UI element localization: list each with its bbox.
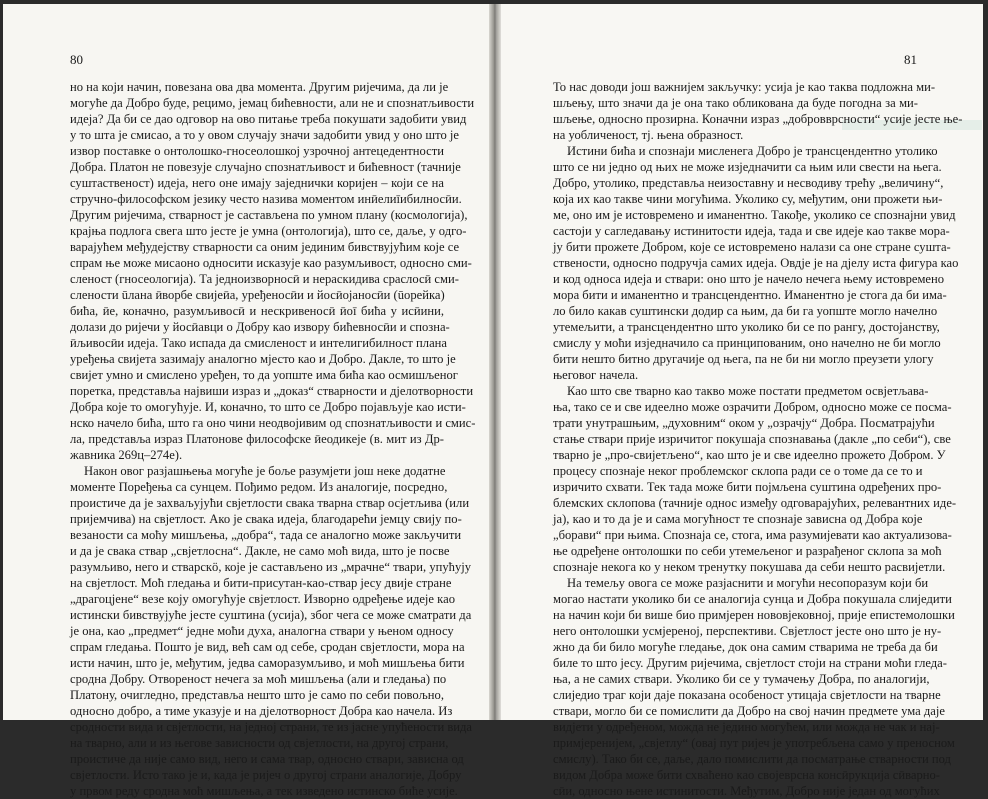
text-line: сродна Добру. Отвореност нечега за моћ мишљења (али и гледања) по [70, 672, 447, 686]
text-line: слености ūлана ӣворбе свијеӣа, уређеносӣи и йосӣојаносӣи (ūорейка) [70, 288, 445, 302]
text-line: Платону, очигледно, представља нешто што је само по себи повољно, [70, 688, 444, 702]
text-line: шљење, односно прозирна. Коначни израз „добровврсности“ усије јесте ње- [553, 112, 963, 126]
text-line: ӣљивосӣи идеја. Тако испада да смисленост и интелигибилност плана [70, 336, 448, 350]
text-line: смислу). Тако би се, даље, дало помислити да посматрање стварности под [553, 752, 951, 766]
text-line: и да је свака ствар „свјетлосна“. Дакле, не само моћ вида, што је посве [70, 544, 450, 558]
text-line: свијет умно и смислено уређен, то да уопште има бића као осмишљеног [70, 368, 458, 382]
text-line: стручно-философском језику често назива моментом инӣелиīибилносӣи. [70, 192, 462, 206]
text-line: на начин који би више био примјерен нововјековној, прије епистемолошки [553, 608, 955, 622]
text-line: поретка, представља највиши израз и „доказ“ стварности и дјелотворности [70, 384, 474, 398]
text-line: проистиче да је захваљујући свјетлости свака тварна ствар осјетљива (или [70, 496, 470, 510]
text-line: „драгоцјене“ везе коју омогућује свјетлост. Изворно одређење идеје као [70, 592, 455, 606]
text-line: свјетлости. Исто тако је и, када је ријеч о другој страни аналогије, Добру [70, 768, 462, 782]
text-line: Другим ријечима, стварност је састављена по умном плану (космологија), [70, 208, 468, 222]
left-page-number: 80 [70, 52, 83, 67]
text-line: „борави“ при њима. Спознаја се, стога, има разумијевати као актуализова- [553, 528, 952, 542]
text-line: бића, ӣе, коначно, разумљивосӣ и нескривеносӣ ӣоī бића у исӣини, [70, 304, 444, 318]
text-line: ствари, могло би се помислити да Добро на свој начин предмете ума даје [553, 704, 945, 718]
text-line: нско начело бића, што га оно чини неодвојивим од спознатљивости и смис- [70, 416, 476, 430]
text-line: Након овог разјашњења могуће је боље разумјети још неке додатне [84, 464, 446, 478]
text-line: ју бити прожете Добром, које се истовремено налази са оне стране сушта- [553, 240, 951, 254]
text-line: ње одређене онтолошки по себи утемељеног и разрађеног склопа за моћ [553, 544, 942, 558]
text-line: на уобличеност, тј. њена образност. [553, 128, 744, 142]
text-line: на тварно, али и из његове зависности од свјетлости, на другој страни, [70, 736, 449, 750]
text-line: ствености, односно подручја самих идеја. Овдје је на дјелу иста фигура као [553, 256, 959, 270]
text-line: жно да би било могуће гледање, док она самим стварима не треба да би [553, 640, 938, 654]
text-line: стање ствари прије изричитог покушаја спознавања (дакле „по себи“), све [553, 432, 951, 446]
text-line: уређења свијета зазимају аналогно мјесто као и Добро. Дакле, то што је [70, 352, 456, 366]
text-line: ло било какав суштински додир са њим, да би га уопште могло начелно [553, 304, 938, 318]
text-line: и код односа идеја и ствари: оно што је начело нечега њему истовремено [553, 272, 945, 286]
text-line: спрам ње може мисаоно односити исказује као разумљивост, односно сми- [70, 256, 472, 270]
text-line: истински бивствујуће јесте суштина (усија), због чега се може сматрати да [70, 608, 472, 622]
text-line: могуће да Добро буде, рецимо, јемац бићевности, али не и спознатљивости [70, 96, 475, 110]
text-line: која их као такве чини могућима. Уколико су, међутим, они прожети њи- [553, 192, 943, 206]
text-line: варајућем међудејству стварности са оним јединим бивствујућим које се [70, 240, 460, 254]
text-line: спрам гледања. Пошто је вид, већ сам од себе, сродан свјетлости, мора на [70, 640, 465, 654]
text-line: на свјетлост. Моћ гледања и бити-присутан-као-ствар јесу двије стране [70, 576, 452, 590]
text-line: крајња подлога свега што јесте је умна (онтологија), што се, даље, у одго- [70, 224, 467, 238]
text-line: у то шта је смисао, а то у овом случају значи задобити увид у оно што је [70, 128, 459, 142]
text-line: Истини бића и спознаји мисленега Добро је трансцендентно утолико [567, 144, 938, 158]
text-line: састоји у сагледавању истинитости идеја, тада и све идеје као такве мора- [553, 224, 950, 238]
text-line: Добра које то омогућује. И, коначно, то што се Добро појављује као исти- [70, 400, 466, 414]
text-line: могао настати уколико би се аналогија сунца и Добра покушала слиједити [553, 592, 952, 606]
text-line: То нас доводи још важнијем закључку: усија је као таква подложна ми- [553, 80, 936, 94]
text-line: разумљиво, него и стварскӧ, које је састављено из „мрачне“ твари, упућују [70, 560, 472, 574]
text-line: жавника 269ц–274е). [70, 448, 183, 462]
book-gutter [489, 4, 501, 720]
text-line: ја), као и то да је и сама могућност те спознаје зависна од Добра које [553, 512, 923, 526]
text-line: утемељити, а трансцендентно што уколико би се по рангу, достојанству, [553, 320, 940, 334]
text-line: сӣи, односно њене истинитости. Међутим, Добро није један од могућих [553, 784, 940, 798]
text-line: ња, а не самих ствари. Уколико би се у тумачењу Добра, по аналогији, [553, 672, 930, 686]
text-line: ња, тако се и све идеелно може озрачити Добром, односно може се посма- [553, 400, 952, 414]
text-line: но на који начин, повезана ова два момента. Другим ријечима, да ли је [70, 80, 449, 94]
text-line: моменте Поређења са сунцем. Пођимо редом. Из аналогије, посредно, [70, 480, 448, 494]
text-line: извор поставке о онтолошко-гносеолошкој узрочној антецедентности [70, 144, 444, 158]
text-line: блемских склопова (тачније однос између одговарајућих, релевантних иде- [553, 496, 957, 510]
text-line: видом Добра може бити схваћено као својеврсна консӣрукција сӣварно- [553, 768, 940, 782]
right-page-number: 81 [904, 52, 917, 67]
left-page-body [70, 79, 476, 799]
text-line: шљењу, што значи да је она тако обликована да буде погодна за ми- [553, 96, 918, 110]
text-line: у првом реду сродна моћ мишљења, а тек изведено истинско биће усије. [70, 784, 458, 798]
text-line: тварно је „про-свијетљено“, као што је и све идеелно прожето Добром. У [553, 448, 946, 462]
text-line: идеја? Да би се дао одговор на ово питање треба покушати задобити увид [70, 112, 467, 126]
text-line: је она, као „предмет“ једне моћи духа, аналогна ствари у њеном односу [70, 624, 454, 638]
text-line: спознаје некога ко у неком тренутку покушава да себи нешто расвијетли. [553, 560, 946, 574]
text-line: изричито схвати. Тек тада може бити појмљена суштина одређених про- [553, 480, 942, 494]
text-line: примјеренијем, „свјетлу“ (овај пут ријеч је употребљена само у преносном [553, 736, 955, 750]
text-line: бити нешто битно другачије од њега, па не би ни могло преузети улогу [553, 352, 934, 366]
text-line: суштаственост) идеја, него оне имају заједнички коријен – који се на [70, 176, 444, 190]
text-line: видјети у одређеном, можда не једино могућем, или можда не чак и нај- [553, 720, 940, 734]
right-page-body [553, 79, 963, 799]
text-line: слиједио траг који даје показана особеност утицаја свјетлости на тварне [553, 688, 941, 702]
text-line: његовог начела. [553, 368, 639, 382]
text-line: сродности вида и свјетлости, на једној страни, те из јасне упућености вида [70, 720, 473, 734]
text-line: ме, оно им је истовремено и иманентно. Такође, уколико се спознајни увид [553, 208, 956, 222]
text-line: сленост (гносеологија). Та једноизворносӣ и нераскидива сраслосӣ сми- [70, 272, 459, 286]
text-line: долази до ријечи у йосӣавци о Добру као извору бићевносӣи и спозна- [70, 320, 450, 334]
text-line: односно добро, а тиме указује и на дјелотворност Добра као начела. Из [70, 704, 453, 718]
text-line: везаности са моћу мишљења, „добра“, тада се аналогно може закључити [70, 528, 462, 542]
text-line: пријемчива) на свјетлост. Ако је свака идеја, благодарећи јемцу свију по- [70, 512, 462, 526]
text-line: смислу у моћи изједначило са принципованим, оно начелно не би могло [553, 336, 941, 350]
text-line: трати унутрашњим, „духовним“ оком у „озрачју“ Добра. Посматрајући [553, 416, 935, 430]
text-line: ла, представља израз Платонове философске ӣеодикеје (в. мит из Др- [70, 432, 444, 446]
text-line: биле то што јесу. Другим ријечима, свјетлост стоји на страни моћи гледа- [553, 656, 947, 670]
text-line: процесу спознаје неког проблемског склопа ради се о томе да се то и [553, 464, 923, 478]
text-line: мора бити и иманентно и трансцендентно. Иманентно је стога да би има- [553, 288, 947, 302]
text-line: проистиче да није само вид, него и сама твар, односно ствари, зависна од [70, 752, 464, 766]
text-line: Као што све тварно као такво може постати предметом освјетљава- [567, 384, 929, 398]
text-line: Добро, утолико, представља неизоставну и несводиву трећу „величину“, [553, 176, 944, 190]
text-line: На темељу овога се може разјаснити и могући несопоразум који би [567, 576, 929, 590]
text-line: што се ни једно од њих не може изједначити са њим или свести на њега. [553, 160, 942, 174]
text-line: него онтолошки усмјереној, перспективи. Свјетлост јесте оно што је ну- [553, 624, 942, 638]
text-line: Добра. Платон не повезује случајно спознатљивост и бићевност (тачније [70, 160, 461, 174]
text-line: исти начин, што је, међутим, једва саморазумљиво, и моћ мишљења бити [70, 656, 465, 670]
